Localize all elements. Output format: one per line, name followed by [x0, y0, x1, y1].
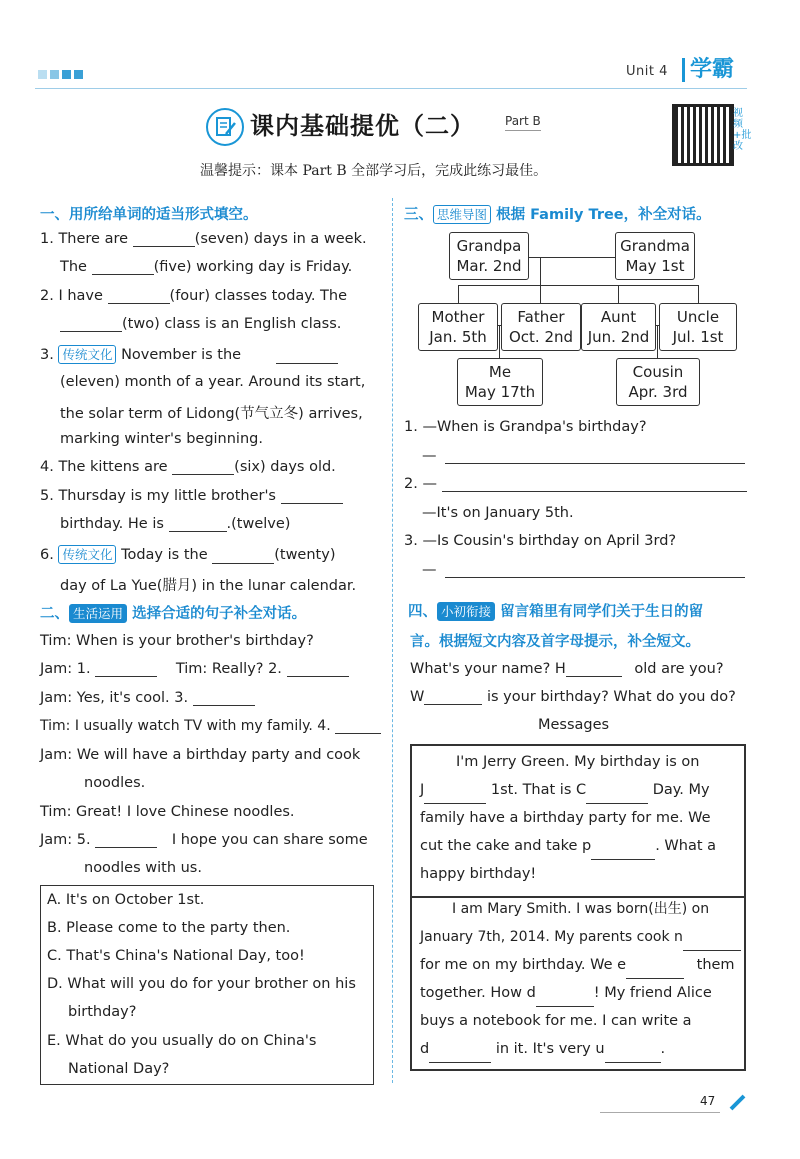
answer-blank[interactable] [212, 549, 274, 564]
tree-q2: 2. — [404, 476, 747, 492]
message-text: happy birthday! [420, 866, 537, 882]
column-divider [392, 198, 393, 1083]
pencil-icon [728, 1092, 748, 1116]
tree-q3: 3. —Is Cousin's birthday on April 3rd? [404, 533, 677, 549]
q2-line: 2. I have (four) classes today. The [40, 288, 348, 304]
option-e-cont: National Day? [68, 1061, 170, 1077]
dialog-line: Tim: Great! I love Chinese noodles. [40, 804, 295, 820]
tree-connector [458, 285, 459, 303]
message-text: family have a birthday party for me. We [420, 810, 711, 826]
message-text: buys a notebook for me. I can write a [420, 1013, 692, 1029]
tree-node-aunt: Aunt Jun. 2nd [581, 303, 656, 351]
section2-heading: 二、 生活运用 选择合适的句子补全对话。 [40, 606, 307, 622]
tree-node-father: Father Oct. 2nd [501, 303, 581, 351]
answer-blank[interactable] [108, 289, 170, 304]
answer-blank[interactable] [95, 662, 157, 677]
brand-logo: 学霸 [682, 58, 734, 82]
q1-line: 1. There are (seven) days in a week. [40, 231, 367, 247]
tree-node-grandpa: Grandpa Mar. 2nd [449, 232, 529, 280]
answer-blank[interactable] [586, 789, 648, 804]
answer-blank[interactable] [605, 1048, 661, 1063]
answer-blank[interactable] [566, 662, 622, 677]
tree-connector [540, 257, 541, 285]
dialog-line: noodles. [84, 775, 146, 791]
option-b: B. Please come to the party then. [47, 920, 291, 936]
answer-blank[interactable] [424, 789, 486, 804]
message-text: January 7th, 2014. My parents cook n [420, 923, 741, 951]
answer-blank[interactable] [683, 936, 741, 951]
section3-heading: 三、 思维导图 根据 Family Tree，补全对话。 [404, 207, 711, 223]
prompt-line: What's your name? H old are you? [410, 661, 724, 677]
answer-blank[interactable] [287, 662, 349, 677]
part-label: Part B [505, 114, 541, 131]
tree-connector [499, 325, 500, 358]
q5-line: 5. Thursday is my little brother's [40, 488, 343, 504]
message-text: cut the cake and take p . What a [420, 832, 716, 860]
option-a: A. It's on October 1st. [47, 892, 205, 908]
message-text: together. How d ! My friend Alice [420, 979, 712, 1007]
pencil-note-icon [206, 108, 244, 146]
message-text: d in it. It's very u . [420, 1035, 665, 1063]
answer-blank[interactable] [626, 964, 684, 979]
q3-line2: (eleven) month of a year. Around its start, [60, 374, 366, 390]
answer-blank[interactable] [172, 460, 234, 475]
tree-q1-answer: — [422, 448, 745, 464]
option-d-cont: birthday? [68, 1004, 137, 1020]
q3-line4: marking winter's beginning. [60, 431, 263, 447]
tree-q3-answer: — [422, 562, 745, 578]
option-c: C. That's China's National Day, too! [47, 948, 305, 964]
answer-blank[interactable] [536, 992, 594, 1007]
answer-blank[interactable] [591, 845, 655, 860]
answer-blank[interactable] [169, 517, 227, 532]
tree-node-uncle: Uncle Jul. 1st [659, 303, 737, 351]
tree-connector [458, 285, 698, 286]
dialog-line: Jam: We will have a birthday party and cook [40, 747, 361, 763]
qr-code[interactable] [672, 104, 734, 166]
answer-blank[interactable] [95, 833, 157, 848]
tree-node-grandma: Grandma May 1st [615, 232, 695, 280]
tree-q2-answer: —It's on January 5th. [422, 505, 574, 521]
message-text: I'm Jerry Green. My birthday is on [456, 754, 700, 770]
answer-blank[interactable] [429, 1048, 491, 1063]
tree-connector [540, 285, 541, 303]
dialog-line: Tim: I usually watch TV with my family. 4. [40, 718, 381, 734]
answer-blank[interactable] [276, 349, 338, 364]
message-text: I am Mary Smith. I was born(出生) on [452, 901, 710, 917]
q3-line3: the solar term of Lidong(节气立冬) arrives, [60, 406, 363, 422]
qr-label: 视频+批改 [733, 108, 752, 152]
section1-heading: 一、用所给单词的适当形式填空。 [40, 207, 258, 223]
q4-line: 4. The kittens are (six) days old. [40, 459, 336, 475]
tree-node-cousin: Cousin Apr. 3rd [616, 358, 700, 406]
answer-blank[interactable] [193, 691, 255, 706]
tree-connector [698, 285, 699, 303]
q5-line2: birthday. He is .(twelve) [60, 516, 291, 532]
section4-heading: 四、 小初衔接 留言箱里有同学们关于生日的留 [408, 604, 704, 620]
option-e: E. What do you usually do on China's [47, 1033, 317, 1049]
option-d: D. What will you do for your brother on his [47, 976, 356, 992]
unit-label: Unit 4 [626, 64, 668, 79]
answer-line[interactable] [442, 477, 747, 492]
dialog-line: Jam: 1. Tim: Really? 2. [40, 661, 349, 677]
answer-blank[interactable] [424, 690, 482, 705]
prompt-line: W is your birthday? What do you do? [410, 689, 736, 705]
message-text: J 1st. That is C Day. My [420, 776, 710, 804]
life-tag: 生活运用 [69, 604, 127, 623]
page-title: 课内基础提优（二） [250, 112, 475, 140]
q2-line2: (two) class is an English class. [60, 316, 341, 332]
q6-line: 6. 传统文化 Today is the (twenty) [40, 547, 336, 563]
header-decoration [38, 70, 83, 79]
message-text: for me on my birthday. We e them [420, 951, 735, 979]
mindmap-tag: 思维导图 [433, 205, 491, 224]
culture-tag: 传统文化 [58, 545, 116, 564]
answer-line[interactable] [445, 563, 745, 578]
tree-node-me: Me May 17th [457, 358, 543, 406]
dialog-line: Jam: 5. I hope you can share some [40, 832, 368, 848]
q1-line2: The (five) working day is Friday. [60, 259, 353, 275]
tree-connector [657, 325, 658, 358]
q3-line: 3. 传统文化 November is the [40, 345, 338, 364]
tree-q1: 1. —When is Grandpa's birthday? [404, 419, 647, 435]
answer-line[interactable] [445, 449, 745, 464]
dialog-line: noodles with us. [84, 860, 202, 876]
answer-blank[interactable] [60, 317, 122, 332]
dialog-line: Tim: When is your brother's birthday? [40, 633, 314, 649]
answer-blank[interactable] [281, 489, 343, 504]
tree-node-mother: Mother Jan. 5th [418, 303, 498, 351]
answer-blank[interactable] [92, 260, 154, 275]
tip-text: 温馨提示：课本 Part B 全部学习后，完成此练习最佳。 [200, 163, 548, 179]
q6-line2: day of La Yue(腊月) in the lunar calendar. [60, 578, 357, 594]
page-number: 47 [700, 1094, 716, 1108]
messages-title: Messages [538, 717, 610, 733]
answer-blank[interactable] [335, 719, 381, 734]
tree-connector [618, 285, 619, 303]
section4-heading2: 言。根据短文内容及首字母提示，补全短文。 [410, 634, 700, 650]
footer-rule [600, 1112, 720, 1113]
dialog-line: Jam: Yes, it's cool. 3. [40, 690, 255, 706]
culture-tag: 传统文化 [58, 345, 116, 364]
transition-tag: 小初衔接 [437, 602, 495, 621]
answer-blank[interactable] [133, 232, 195, 247]
